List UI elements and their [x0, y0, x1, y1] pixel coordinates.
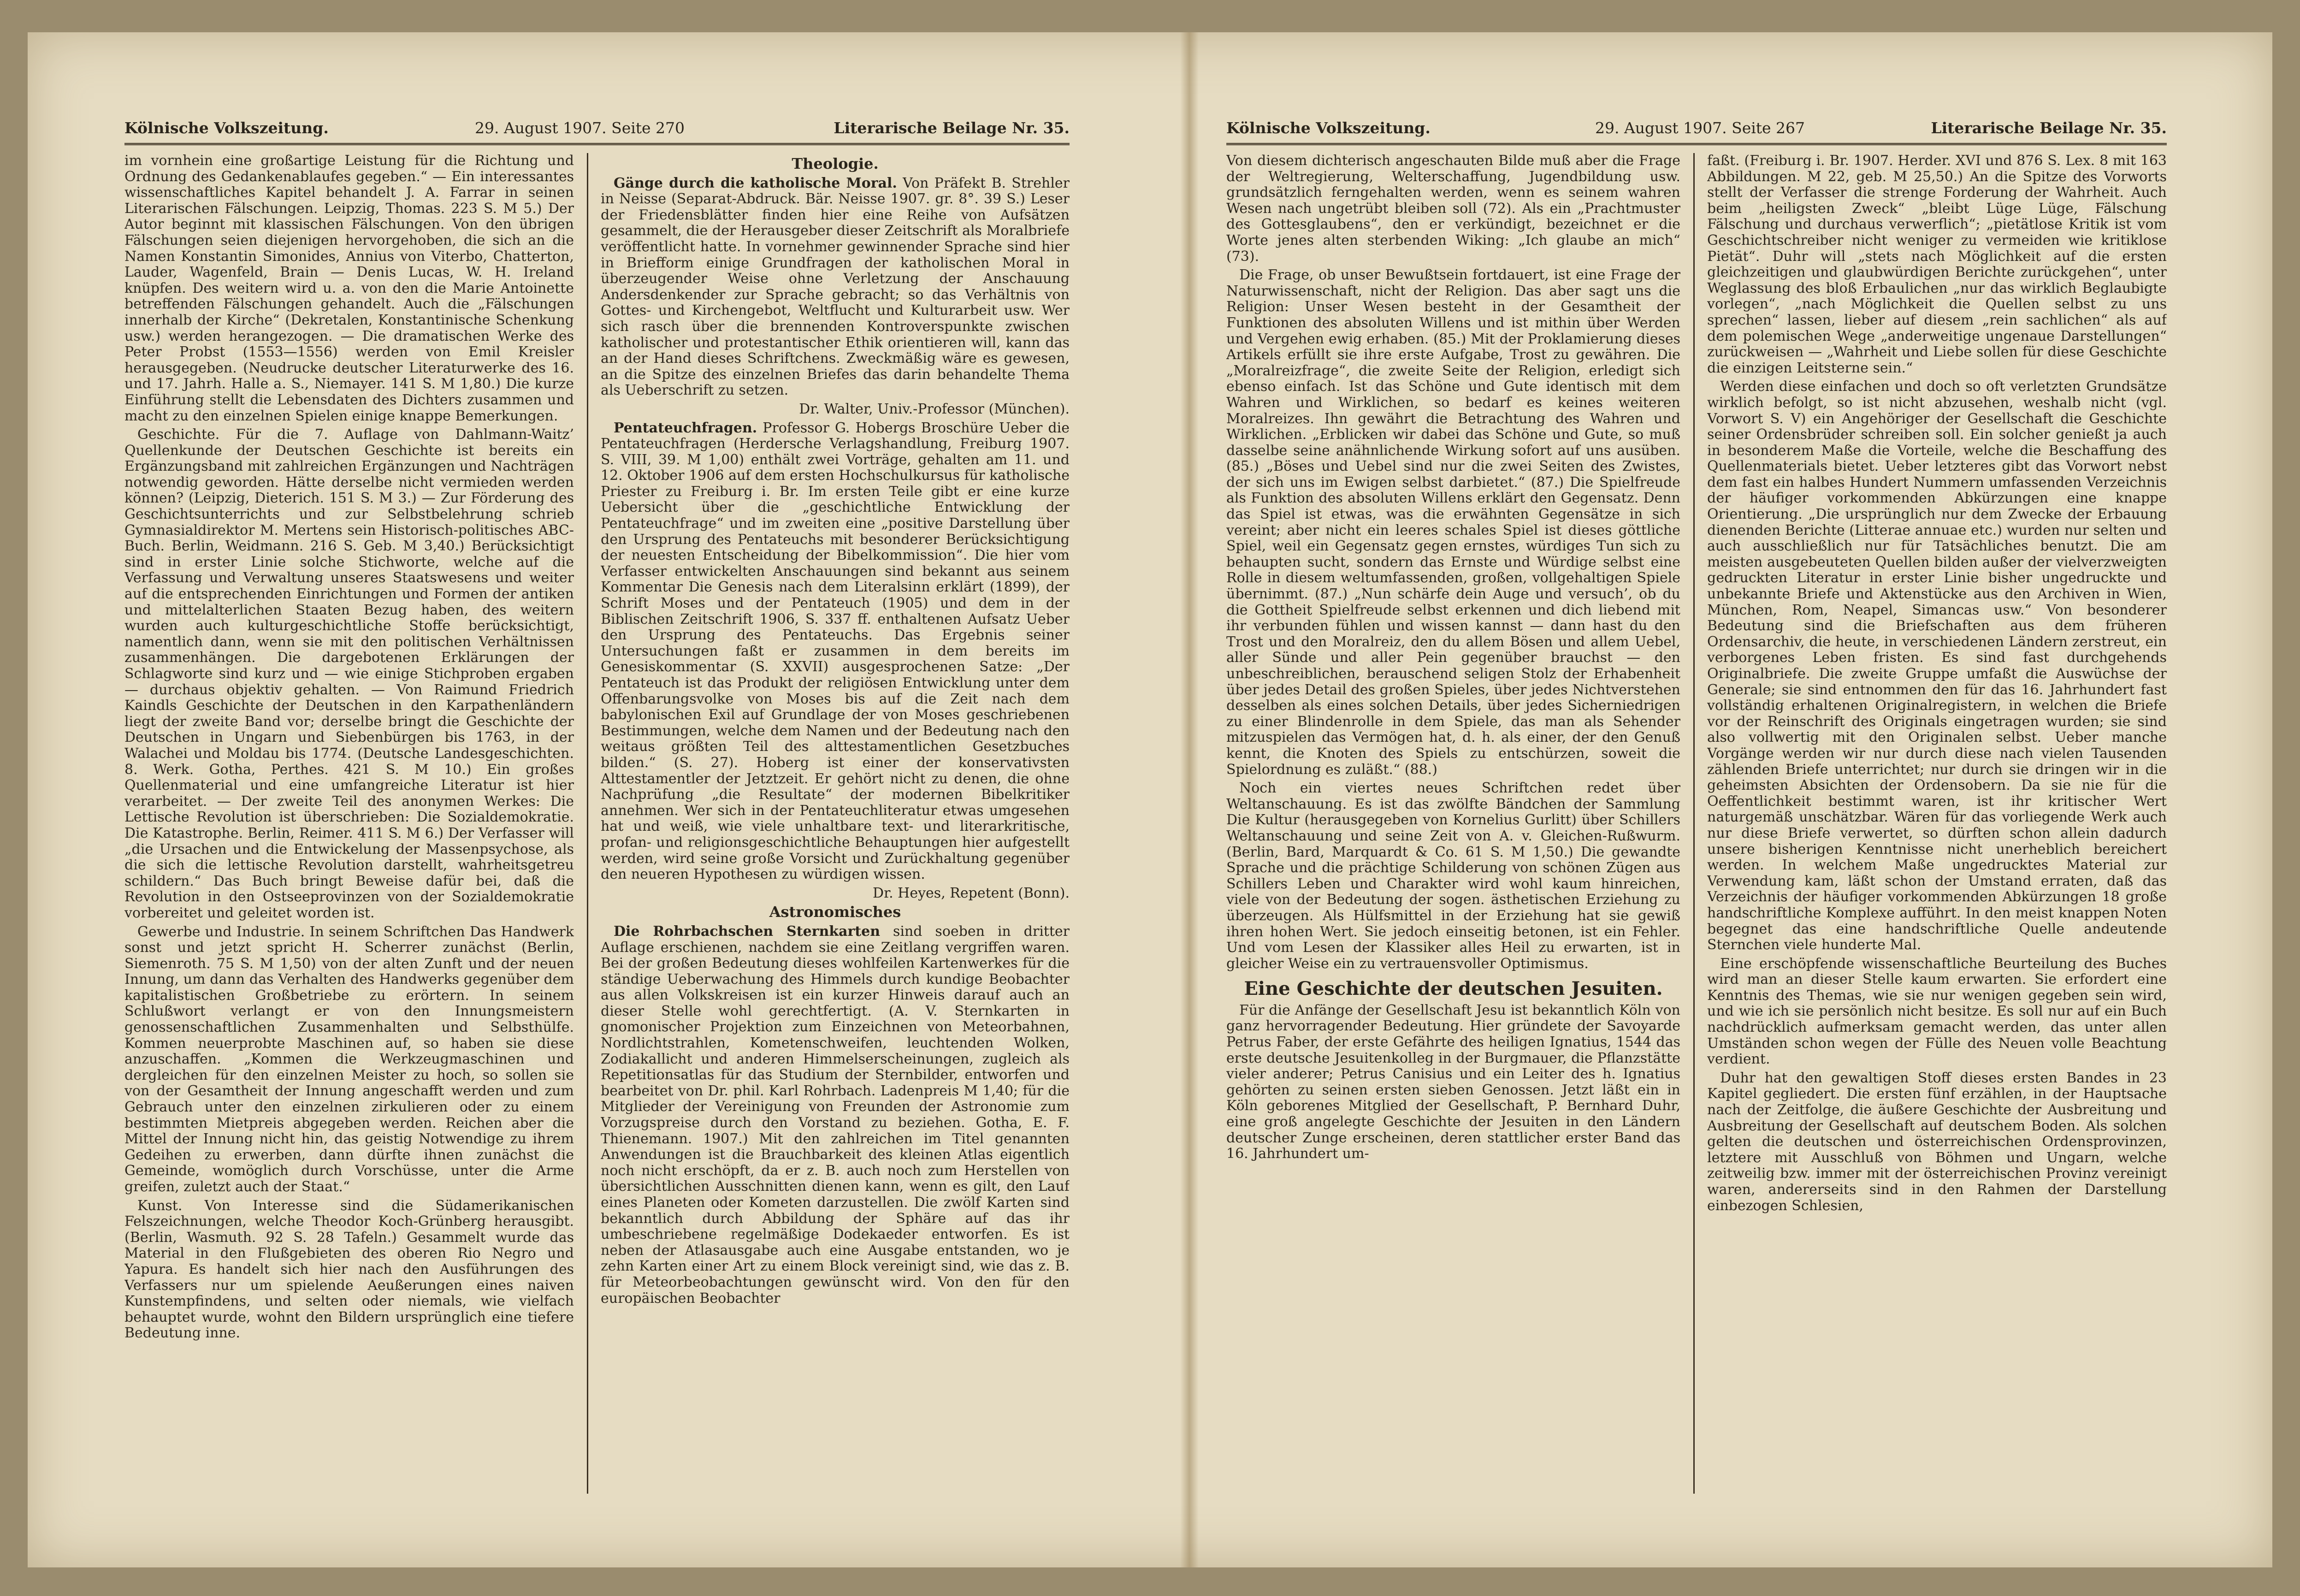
section-title-astronomisches: Astronomisches — [769, 903, 901, 921]
article-body-pentateuch: Professor G. Hobergs Broschüre Ueber die Pentateuchfragen (Herdersche Verlagshandlung, Freiburg 1907. S. VIII, 39. M 1,00) enthält zwei Vorträge, gehalten am 11. und 12. Oktober 1906 auf dem ersten Hochschulkursus für katholische Priester zu Freiburg i. Br. Im ersten Teile gibt er eine kurze Uebersicht über die „geschichtliche Entwicklung der Pentateuchfrage“ und im zweiten eine „positive Darstellung über den Ursprung des Pentateuchs mit besonderer Berücksichtigung der neuesten Entscheidung der Bibelkommission“. Die hier vom Verfasser entwickelten Anschauungen sind bekannt aus seinem Kommentar Die Genesis nach dem Literalsinn erklärt (1899), der Schrift Moses und der Pentateuch (1905) und dem in der Biblischen Zeitschrift 1906, S. 337 ff. enthaltenen Aufsatz Ueber den Ursprung des Pentateuchs. Das Ergebnis seiner Untersuchungen faßt er zusammen in dem bereits im Genesiskommentar (S. XXVII) ausgesprochenen Satze: „Der Pentateuch ist das Produkt der religiösen Entwicklung unter dem Offenbarungsvolke von Moses bis auf die Zeit nach dem babylonischen Exil auf Grundlage der von Moses geschriebenen Bestimmungen, welche dem Namen und der Bedeutung nach den weitaus größten Teil des alttestamentlichen Gesetzbuches bilden.“ (S. 27). Hoberg ist einer der konservativsten Alttestamentler der Jetztzeit. Er gehört nicht zu denen, die ohne Nachprüfung „die Resultate“ der modernen Bibelkritiker annehmen. Wer sich in der Pentateuchliteratur etwas umgesehen hat und weiß, wie viele unhaltbare text- und literarkritische, profan- und religionsgeschichtliche Behauptungen hier aufgestellt werden, wird seine große Vorsicht und Zurückhaltung gegenüber den neueren Hypothesen zu würdigen wissen. — [601, 420, 1070, 883]
right-column-2 — [1707, 153, 2167, 1512]
right-col2-para-2: Werden diese einfachen und doch so oft verletzten Grundsätze wirklich befolgt, so ist nicht abzusehen, weshalb nicht (vgl. Vorwort S. V) ein Angehöriger der Gesellschaft die Geschichte seiner Ordensbrüder schreiben soll. Ein solcher genießt ja auch in besonderem Maße die Vorteile, welche die Beschaffung des Quellenmaterials bietet. Ueber letzteres gibt das Vorwort nebst dem fast ein halbes Hundert Nummern umfassenden Verzeichnis der häufiger vorkommenden Abkürzungen eine knappe Orientierung. „Die ursprünglich nur dem Zwecke der Erbauung dienenden Berichte (Litterae annuae etc.) wurden nur selten und auch ausschließlich nur für Tatsächliches benutzt. Die am meisten ausgebeuteten Quellen bilden außer der vielverzweigten gedruckten Literatur in erster Linie bisher ungedruckte und unbekannte Briefe und Aktenstücke aus den Archiven in Wien, München, Rom, Neapel, Simancas usw.“ Von besonderer Bedeutung sind die Briefschaften aus dem früheren Ordensarchiv, die heute, in verschiedenen Ländern zerstreut, ein verborgenes Leben fristen. Es sind fast durchgehends Originalbriefe. Die zweite Gruppe umfaßt die Auswüchse der Generale; sie sind entnommen den für das 16. Jahrhundert fast vollständig erhaltenen Originalregistern, in welchen die Briefe vor der Reinschrift des Originals eingetragen wurden; sie sind also vollwertig mit den Originalen selbst. Ueber manche Vorgänge werden wir nur durch diese nach vielen Tausenden zählenden Briefe unterrichtet; nur durch sie dringen wir in die geheimsten Absichten der Ordensobern. Da sie nie für die Oeffentlichkeit bestimmt waren, ist ihr kritischer Wert naturgemäß unschätzbar. Wären für das vorliegende Werk auch nur diese Briefe verwertet, so dürften schon allein dadurch unsere bisherigen Kenntnisse nicht unerheblich bereichert werden. In welchem Maße ungedrucktes Material zur Verwendung kam, läßt schon der Umstand erraten, daß das Verzeichnis der häufiger vorkommenden Abkürzungen 18 große handschriftliche Komplexe aufführt. In den meist knappen Noten begegnet das eine handschriftliche Quelle andeutende Sternchen viele hunderte Mal. — [1707, 378, 2167, 953]
right-page-header — [1226, 115, 2167, 145]
left-col1-para-2: Geschichte. Für die 7. Auflage von Dahlmann-Waitz’ Quellenkunde der Deutschen Geschichte ist bereits ein Ergänzungsband mit zahlreichen Ergänzungen und Nachträgen notwendig geworden. Hätte derselbe nicht vermieden werden können? (Leipzig, Dieterich. 151 S. M 3.) — Zur Förderung des Geschichtsunterrichts und zur Selbstbelehrung schrieb Gymnasialdirektor M. Mertens sein Historisch-politisches ABC-Buch. Berlin, Weidmann. 216 S. Geb. M 3,40.) Berücksichtigt sind in erster Linie solche Stichworte, welche auf die Verfassung und Verwaltung unseres Staatswesens und weiter auf die entsprechenden Einrichtungen und Formen der antiken und mittelalterlichen Staaten Bezug haben, des weitern wurden auch kulturgeschichtliche Stoffe berücksichtigt, namentlich dann, wenn sie mit den politischen Verhältnissen zusammenhängen. Die dargebotenen Erklärungen der Schlagworte sind kurz und — wie einige Stichproben ergaben — durchaus objektiv gehalten. — Von Raimund Friedrich Kaindls Geschichte der Deutschen in den Karpathenländern liegt der zweite Band vor; derselbe bringt die Geschichte der Deutschen in Ungarn und Siebenbürgen bis 1763, in der Walachei und Moldau bis 1774. (Deutsche Landesgeschichten. 8. Werk. Gotha, Perthes. 421 S. M 10.) Ein großes Quellenmaterial und eine umfangreiche Literatur ist hier verarbeitet. — Der zweite Teil des anonymen Werkes: Die Lettische Revolution ist überschrieben: Die Sozialdemokratie. Die Katastrophe. Berlin, Reimer. 411 S. M 6.) Der Verfasser will „die Ursachen und die Entwickelung der Massenpsychose, als die sich die lettische Revolution darstellt, wahrheitsgetreu schildern.“ Das Buch bringt Beweise dafür bei, daß die Revolution in den Ostseeprovinzen von der Sozialdemokratie vorbereitet und geleitet worden ist. — [124, 426, 574, 921]
right-col2-para-4: Duhr hat den gewaltigen Stoff dieses ersten Bandes in 23 Kapitel gegliedert. Die ersten fünf erzählen, in der Hauptsache nach der Zeitfolge, die äußere Geschichte der Ausbreitung und Ausbreitung der Gesellschaft auf deutschem Boden. Als solchen gelten die deutschen und österreichischen Ordensprovinzen, letztere mit Ausschluß von Böhmen und Ungarn, welche zeitweilig bzw. immer mit der österreichischen Provinz vereinigt waren, andererseits sind in den Rahmen der Darstellung einbezogen Schlesien, — [1707, 1070, 2167, 1214]
signature-walter: Dr. Walter, Univ.-Professor (München). — [799, 401, 1070, 417]
left-column-1 — [124, 153, 574, 1512]
article-title-sternkarten: Die Rohrbachschen Sternkarten — [614, 923, 881, 940]
left-column-rule — [587, 153, 588, 1494]
right-header-date: 29. August 1907. Seite 267 — [1595, 119, 1805, 137]
right-column-1 — [1226, 153, 1680, 1512]
left-page-header — [124, 115, 1070, 145]
article-title-jesuiten: Eine Geschichte der deutschen Jesuiten. — [1244, 978, 1663, 1000]
signature-heyes: Dr. Heyes, Repetent (Bonn). — [873, 885, 1070, 901]
article-title-pentateuch: Pentateuchfragen. — [614, 420, 757, 436]
article-title-moral: Gänge durch die katholische Moral. — [614, 175, 897, 191]
right-header-paper: Kölnische Volkszeitung. — [1226, 119, 1431, 137]
left-header-date: 29. August 1907. Seite 270 — [475, 119, 685, 137]
right-col1-para-3: Noch ein viertes neues Schriftchen redet über Weltanschauung. Es ist das zwölfte Bändchen der Sammlung Die Kultur (herausgegeben von Kornelius Gurlitt) über Schillers Weltanschauung und seine Zeit von A. v. Gleichen-Rußwurm. (Berlin, Bard, Marquardt & Co. 61 S. M 1,50.) Die gewandte Sprache und die prächtige Schilderung von schönen Zügen aus Schillers Leben und Charakter wird wohl kaum hinreichen, viele von der Bedeutung der sogen. ästhetischen Erziehung zu überzeugen. Als Hülfsmittel in der Erziehung hat sie gewiß ihren hohen Wert. Sie jedoch einseitig betonen, ist ein Fehler. Und vom Lesen der Klassiker alles Heil zu erwarten, ist in gleicher Weise ein zu vertrauensvoller Optimismus. — [1226, 780, 1680, 972]
left-header-paper: Kölnische Volkszeitung. — [124, 119, 329, 137]
left-col1-para-4: Kunst. Von Interesse sind die Südamerikanischen Felszeichnungen, welche Theodor Koch-Grünberg herausgibt. (Berlin, Wasmuth. 92 S. 28 Tafeln.) Gesammelt wurde das Material in den Flußgebieten des oberen Rio Negro und Yapura. Es handelt sich hier nach den Ausführungen des Verfassers nur um spielende Aeußerungen eines naiven Kunstempfindens, und selten oder niemals, wie vielfach behauptet wurde, wohnt den Bildern ursprünglich eine tiefere Bedeutung inne. — [124, 1197, 574, 1342]
left-col1-para-1: im vornhein eine großartige Leistung für die Richtung und Ordnung des Gedankenablaufes gegeben.“ — Ein interessantes wissenschaftliches Kapitel behandelt J. A. Farrar in seinen Literarischen Fälschungen. Leipzig, Thomas. 223 S. M 5.) Der Autor beginnt mit klassischen Fälschungen. Von den übrigen Fälschungen seien diejenigen hervorgehoben, die sich an die Namen Konstantin Simonides, Annius von Viterbo, Chatterton, Lauder, Wagenfeld, Brain — Denis Lucas, W. H. Ireland knüpfen. Des weitern wird u. a. von den die Marie Antoinette betreffenden Fälschungen gehandelt. Auch die „Fälschungen innerhalb der Kirche“ (Dekretalen, Konstantinische Schenkung usw.) werden herangezogen. — Die dramatischen Werke des Peter Probst (1553—1556) werden von Emil Kreisler herausgegeben. (Neudrucke deutscher Literaturwerke des 16. und 17. Jahrh. Halle a. S., Niemayer. 141 S. M 1,80.) Die kurze Einführung stellt die Lebensdaten des Dichters zusammen und macht zu den einzelnen Spielen einige knappe Bemerkungen. — [124, 153, 574, 424]
section-title-theologie: Theologie. — [792, 155, 879, 172]
article-body-sternkarten: sind soeben in dritter Auflage erschienen, nachdem sie eine Zeitlang vergriffen waren. Bei der großen Bedeutung dieses wohlfeilen Kartenwerkes für die ständige Ueberwachung des Himmels durch kundige Beobachter aus allen Volkskreisen ist ein kurzer Hinweis darauf auch an dieser Stelle wohl gerechtfertigt. (A. V. Sternkarten in gnomonischer Projektion zum Einzeichnen von Meteorbahnen, Nordlichtstrahlen, Kometenschweifen, leuchtenden Wolken, Zodiakallicht und anderen Himmelserscheinungen, zugleich als Repetitionsatlas für das Studium der Sternbilder, entworfen und bearbeitet von Dr. phil. Karl Rohrbach. Ladenpreis M 1,40; für die Mitglieder der Vereinigung von Freunden der Astronomie zum Vorzugspreise durch den Vorstand zu beziehen. Gotha, E. F. Thienemann. 1907.) Mit den zahlreichen im Titel genannten Anwendungen ist die Brauchbarkeit des kleinen Atlas eigentlich noch nicht erschöpft, da er z. B. auch noch zum Herstellen von übersichtlichen Ausschnitten dienen kann, wenn es gilt, den Lauf eines Planeten oder Kometen darzustellen. Die zwölf Karten sind bekanntlich durch Abbildung der Sphäre auf das ihr umbeschriebene regelmäßige Dodekaeder entworfen. Es ist neben der Atlasausgabe auch eine Ausgabe entstanden, wo je zehn Karten einer Art zu einem Block vereinigt sind, wie das z. B. für Meteorbeobachtungen gewünscht wird. Von den für den europäischen Beobachter — [601, 923, 1070, 1306]
right-col2-para-1: faßt. (Freiburg i. Br. 1907. Herder. XVI und 876 S. Lex. 8 mit 163 Abbildungen. M 22, geb. M 25,50.) An die Spitze des Vorworts stellt der Verfasser die strenge Forderung der Wahrheit. Auch beim „heiligsten Zweck“ „bleibt Lüge Lüge, Fälschung Fälschung und durchaus verwerflich“; „pietätlose Kritik ist vom Geschichtschreiber nicht weniger zu vermeiden wie kritiklose Pietät“. Duhr will „stets nach Möglichkeit auf die ersten gleichzeitigen und glaubwürdigen Berichte zurückgehen“, unter Weglassung des bloß Erbaulichen „nur das wirklich Beglaubigte vorlegen“, „nach Möglichkeit die Quellen selbst zu uns sprechen“ lassen, lieber auf diesem „rein sachlichen“ als auf dem polemischen Wege „anderweitige ungenaue Darstellungen“ zurückweisen — „Wahrheit und Liebe sollen für diese Geschichte die einzigen Leitsterne sein.“ — [1707, 153, 2167, 376]
left-header-supplement: Literarische Beilage Nr. 35. — [834, 119, 1070, 137]
right-col1-para-2: Die Frage, ob unser Bewußtsein fortdauert, ist eine Frage der Naturwissenschaft, nicht der Religion. Das aber sagt uns die Religion: Unser Wesen besteht in der Gesamtheit der Funktionen des absoluten Willens und ist mithin über Werden und Vergehen ewig erhaben. (85.) Mit der Proklamierung dieses Artikels erfüllt sie ihre erste Aufgabe, Trost zu gewähren. Die „Moralreizfrage“, die zweite Seite der Religion, erledigt sich ebenso einfach. Ist das Schöne und Gute identisch mit dem Wahren und Wirklichen, so bedarf es keines weiteren Moralreizes. Ihn gewährt die Betrachtung des Wahren und Wirklichen. „Erblicken wir dabei das Schöne und Gute, so muß dasselbe seine anähnlichende Wirkung sofort auf uns ausüben. (85.) „Böses und Uebel sind nur die zwei Seiten des Zwistes, der sich uns im Ewigen selbst darbietet.“ (87.) Die Spielfreude als Funktion des absoluten Willens erklärt den Gegensatz. Denn das Spiel ist etwas, was die erwähnten Gegensätze in sich vereint; aber nicht ein leeres schales Spiel ist dieses göttliche Spiel, weil ein Gegensatz gegen ernstes, würdiges Tun sich zu behaupten sucht, sondern das Ernste und Würdige selbst eine Rolle in diesem weltumfassenden, großen, vollgehaltigen Spiele übernimmt. (87.) „Nun schärfe dein Auge und versuch’, ob du die Gottheit Spielfreude selbst erkennen und dich liebend mit ihr verbunden fühlen und wissen kannst — dann hast du den Trost und den Moralreiz, den du allem Bösen und allem Uebel, aller Sünde und aller Pein gegenüber brauchst — den unbeschreiblichen, berauschend seligen Stolz der Erhabenheit über jedes Detail des großen Spieles, über jedes Nichtverstehen desselben als eines solchen Details, über jedes Sicherniedrigen zu einer Blindenrolle in dem Spiele, das man als Sehender mitzuspielen das Vermögen hat, d. h. als einer, der den Genuß kennt, die Knoten des Spiels zu entschürzen, soweit die Spielordnung es zuläßt.“ (88.) — [1226, 267, 1680, 778]
right-col2-para-3: Eine erschöpfende wissenschaftliche Beurteilung des Buches wird man an dieser Stelle kaum erwarten. Sie erfordert eine Kenntnis des Themas, wie sie nur wenigen gegeben sein wird, und wie ich sie persönlich nicht besitze. Es soll nur auf ein Buch nachdrücklich aufmerksam gemacht werden, das unter allen Umständen schon wegen der Fülle des Neuen volle Beachtung verdient. — [1707, 955, 2167, 1068]
right-header-supplement: Literarische Beilage Nr. 35. — [1931, 119, 2167, 137]
left-col1-para-3: Gewerbe und Industrie. In seinem Schriftchen Das Handwerk sonst und jetzt spricht H. Scherrer zunächst (Berlin, Siemenroth. 75 S. M 1,50) von der alten Zunft und der neuen Innung, um dann das Verhalten des Handwerks gegenüber dem kapitalistischen Großbetriebe zu erörtern. In seinem Schlußwort verlangt er von den Innungsmeistern genossenschaftlichen Zusammenhalten und Selbsthülfe. Kommen neuerprobte Maschinen auf, so haben sie diese anzuschaffen. „Kommen die Werkzeugmaschinen und dergleichen für den einzelnen Meister zu hoch, so sollen sie von der Gesamtheit der Innung angeschafft werden und zum Gebrauch unter den einzelnen zirkulieren oder zu einem bestimmten Mietpreis abgegeben werden. Reichen aber die Mittel der Innung nicht hin, das geistig Notwendige zu ihrem Gedeihen zu erwerben, dann dürfte ihnen zunächst die Gemeinde, womöglich durch Vorschüsse, unter die Arme greifen, zuletzt auch der Staat.“ — [124, 923, 574, 1195]
left-page — [124, 115, 1070, 1521]
left-column-2 — [601, 153, 1070, 1512]
right-page — [1226, 115, 2167, 1521]
right-col1-jesuiten-body: Für die Anfänge der Gesellschaft Jesu ist bekanntlich Köln von ganz hervorragender Bedeutung. Hier gründete der Savoyarde Petrus Faber, der erste Gefährte des heiligen Ignatius, 1544 das erste deutsche Jesuitenkolleg in der Burgmauer, die Pflanzstätte vieler anderer; Petrus Canisius und ein Leiter des h. Ignatius gehörten zu seinen ersten sieben Genossen. Jetzt läßt ein in Köln geborenes Mitglied der Gesellschaft, P. Bernhard Duhr, eine groß angelegte Geschichte der Jesuiten in den Ländern deutscher Zunge erscheinen, deren stattlicher erster Band das 16. Jahrhundert um- — [1226, 1002, 1680, 1162]
right-column-rule — [1693, 153, 1695, 1494]
right-col1-para-1: Von diesem dichterisch angeschauten Bilde muß aber die Frage der Weltregierung, Welterschaffung, Jugendbildung usw. grundsätzlich ferngehalten werden, wenn es seinem wahren Wesen nach ungetrübt bleiben soll (72). Als ein „Prachtmuster des Gottesglaubens“, den er verkündigt, bezeichnet er die Worte jenes alten sterbenden Wiking: „Ich glaube an mich“ (73). — [1226, 153, 1680, 265]
center-fold — [1180, 32, 1199, 1567]
article-body-moral: Von Präfekt B. Strehler in Neisse (Separat-Abdruck. Bär. Neisse 1907. gr. 8°. 39 S.) Leser der Friedensblätter finden hier eine Reihe von Aufsätzen gesammelt, die der Herausgeber dieser Zeitschrift als Moralbriefe veröffentlicht hatte. In vornehmer gewinnender Sprache sind hier in Briefform einige Grundfragen der katholischen Moral in überzeugender Weise ohne Verletzung der Anschauung Andersdenkender zur Sprache gebracht; so das Verhältnis von Gottes- und Kirchengebot, Weltflucht und Kulturarbeit usw. Wer sich rasch über die brennenden Kontroverspunkte zwischen katholischer und protestantischer Ethik orientieren will, kann das an der Hand dieses Schriftchens. Zweckmäßig wäre es gewesen, an die Spitze des einzelnen Briefes das darin behandelte Thema als Ueberschrift zu setzen. — [601, 175, 1070, 399]
